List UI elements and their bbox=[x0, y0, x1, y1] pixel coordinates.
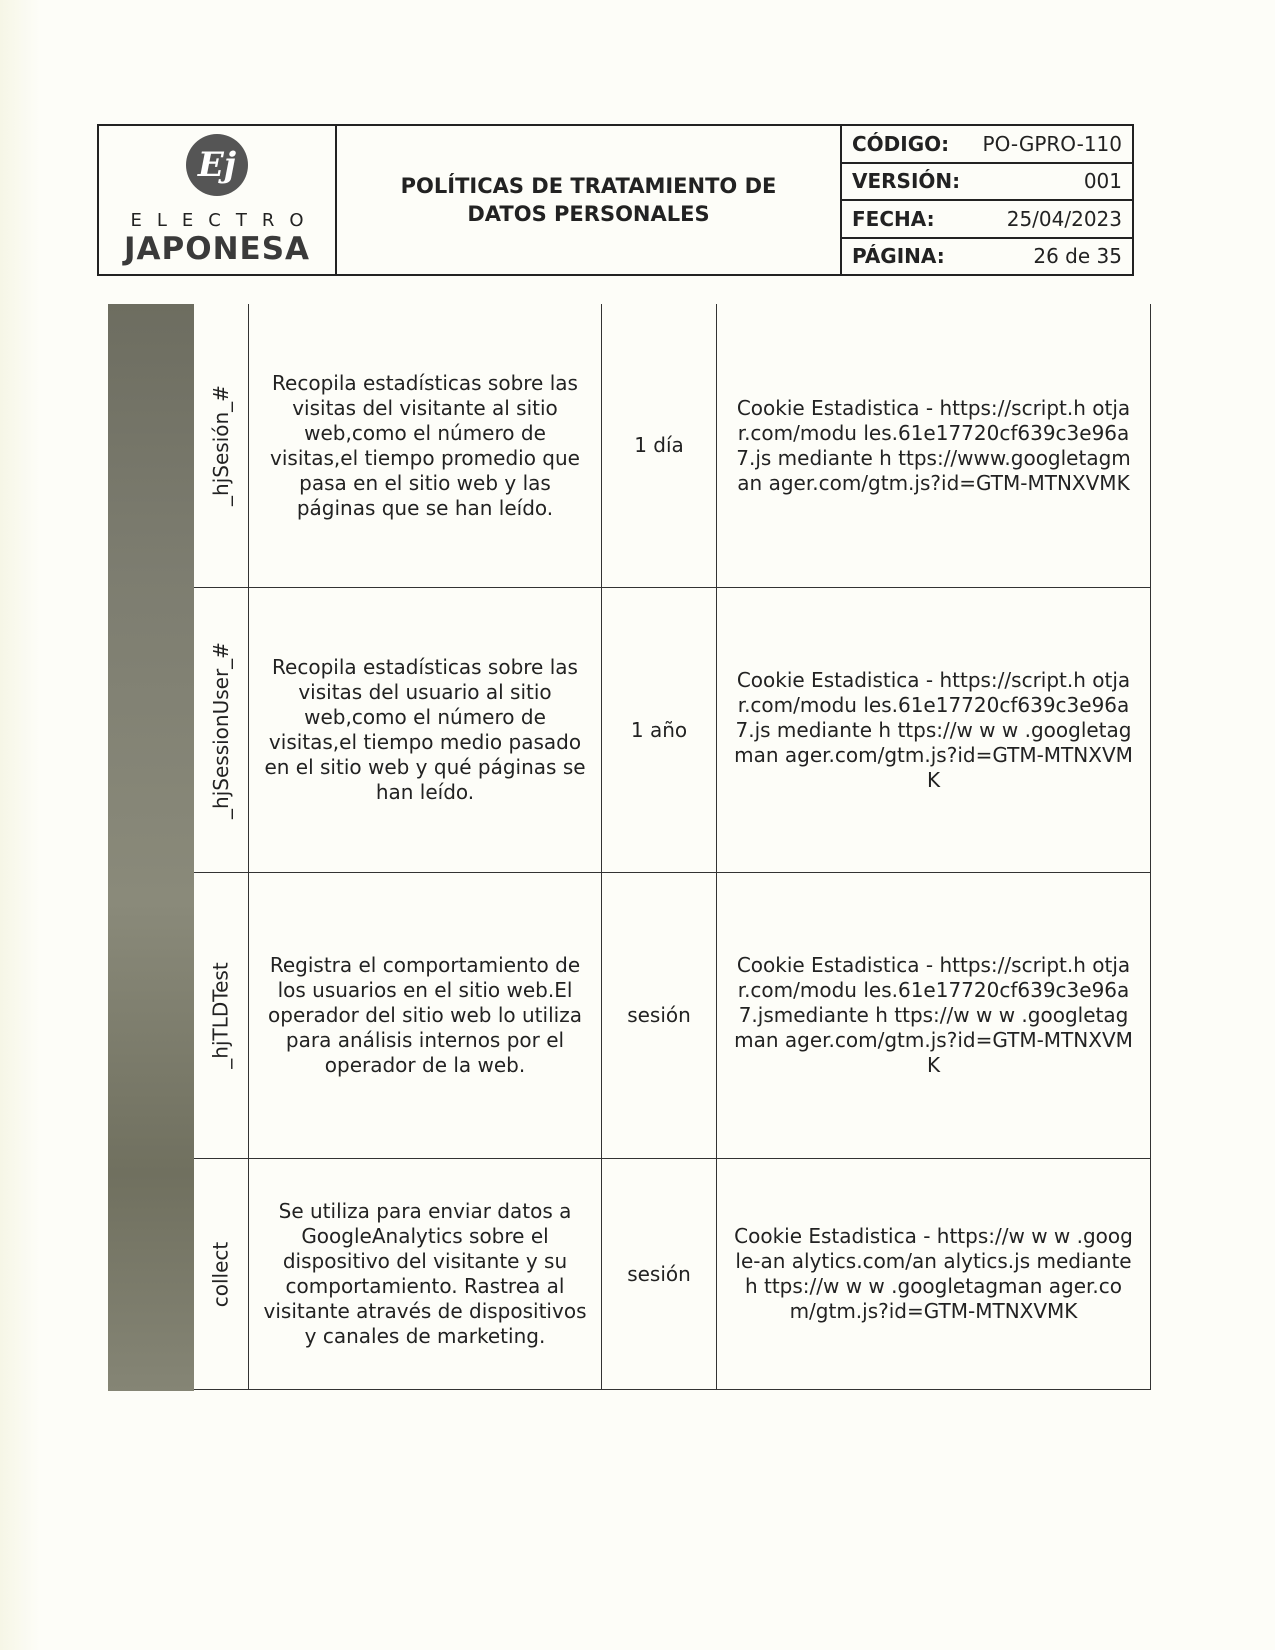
cookie-description: Se utiliza para enviar datos a GoogleAnalytics sobre el dispositivo del visitante y su comportamiento. Rastrea al visitante através de dispositivos y canales de marketing. bbox=[248, 1159, 601, 1389]
table-row bbox=[194, 588, 1151, 873]
cookie-provider: Cookie Estadistica - https://script.h otjar.com/modu les.61e17720cf639c3e96a7.js mediante h ttps://w w w .googletagman ager.com/gtm.js?id=GTM-MTNXVMK bbox=[716, 588, 1151, 872]
meta-page-row bbox=[842, 239, 1132, 275]
cookie-name-cell bbox=[194, 588, 248, 872]
cookie-name-cell bbox=[194, 304, 248, 587]
cookie-name-cell bbox=[194, 1159, 248, 1389]
table-row bbox=[194, 1159, 1151, 1390]
cookie-provider: Cookie Estadistica - https://w w w .google-an alytics.com/an alytics.js mediante h ttps://w w w .googletagman ager.com/gtm.js?id=GTM-MTNXVMK bbox=[716, 1159, 1151, 1389]
cookie-duration: sesión bbox=[601, 873, 716, 1158]
cookie-table bbox=[108, 304, 1151, 1391]
meta-code-row bbox=[842, 126, 1132, 164]
cookie-description: Registra el comportamiento de los usuarios en el sitio web.El operador del sitio web lo utiliza para análisis internos por el operador de la web. bbox=[248, 873, 601, 1158]
logo-bottom-text: JAPONESA bbox=[123, 230, 311, 267]
document-meta bbox=[842, 126, 1132, 274]
cookie-name: _hjSessionUser_# bbox=[208, 641, 233, 819]
document-title-cell bbox=[337, 126, 842, 274]
cookie-description: Recopila estadísticas sobre las visitas del visitante al sitio web,como el número de visitas,el tiempo promedio que pasa en el sitio web y las páginas que se han leído. bbox=[248, 304, 601, 587]
cookie-duration: sesión bbox=[601, 1159, 716, 1389]
cookie-name-cell bbox=[194, 873, 248, 1158]
meta-code-value: PO-GPRO-110 bbox=[982, 131, 1122, 156]
company-logo bbox=[99, 126, 337, 274]
cookie-description: Recopila estadísticas sobre las visitas del usuario al sitio web,como el número de visitas,el tiempo medio pasado en el sitio web y qué páginas se han leído. bbox=[248, 588, 601, 872]
meta-code-label: CÓDIGO: bbox=[852, 131, 950, 156]
cookie-name: collect bbox=[208, 1241, 233, 1307]
meta-page-label: PÁGINA: bbox=[852, 244, 945, 269]
meta-date-label: FECHA: bbox=[852, 206, 935, 231]
document-header bbox=[97, 124, 1134, 276]
cookie-duration: 1 año bbox=[601, 588, 716, 872]
table-row bbox=[194, 873, 1151, 1159]
meta-date-value: 25/04/2023 bbox=[1006, 206, 1122, 231]
logo-mark-icon: Ej bbox=[186, 134, 248, 196]
category-side-strip bbox=[108, 304, 194, 1391]
document-title: POLÍTICAS DE TRATAMIENTO DE DATOS PERSONALES bbox=[400, 174, 777, 226]
cookie-duration: 1 día bbox=[601, 304, 716, 587]
scan-margin bbox=[0, 0, 40, 1650]
meta-date-row bbox=[842, 201, 1132, 239]
cookie-name: _hjSesión_# bbox=[208, 385, 233, 506]
meta-version-label: VERSIÓN: bbox=[852, 169, 961, 194]
meta-page-value: 26 de 35 bbox=[1033, 244, 1122, 269]
logo-top-text: ELECTRO bbox=[130, 209, 319, 231]
cookie-provider: Cookie Estadistica - https://script.h otjar.com/modu les.61e17720cf639c3e96a7.jsmediante h ttps://w w w .googletagman ager.com/gtm.js?id=GTM-MTNXVMK bbox=[716, 873, 1151, 1158]
table-row bbox=[194, 304, 1151, 588]
cookie-name: _hjTLDTest bbox=[208, 962, 233, 1069]
meta-version-row bbox=[842, 164, 1132, 202]
meta-version-value: 001 bbox=[1083, 169, 1122, 194]
cookie-provider: Cookie Estadistica - https://script.h otjar.com/modu les.61e17720cf639c3e96a7.js mediante h ttps://www.googletagman ager.com/gtm.js?id=GTM-MTNXVMK bbox=[716, 304, 1151, 587]
